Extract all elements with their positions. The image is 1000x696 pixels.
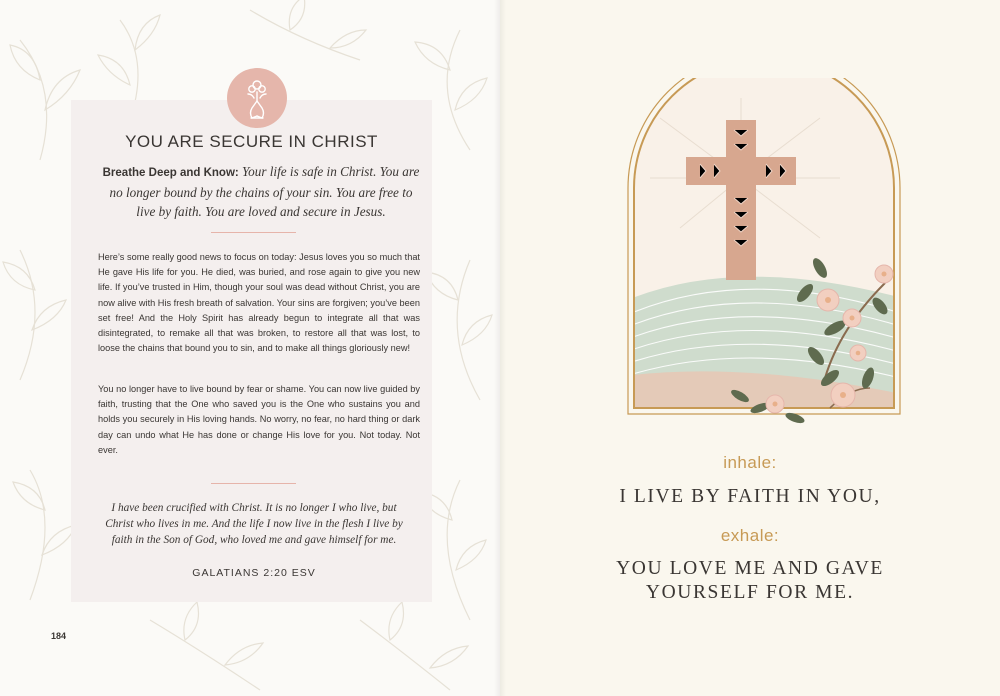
exhale-text-line-1: YOU LOVE ME AND GAVE bbox=[616, 558, 884, 579]
scripture-verse: I have been crucified with Christ. It is no longer I who live, but Christ who lives in me. And the life I now live in the flesh I live by faith in the Son of God, who loved me and gave himself for me. bbox=[105, 502, 403, 546]
praying-hands-flower-icon bbox=[227, 68, 287, 128]
exhale-text-line-2: YOURSELF FOR ME. bbox=[645, 582, 855, 603]
body-paragraph-2: You no longer have to live bound by fear or shame. You can now live guided by faith, trusting that the One who saved you is the One who sustains you and holds you securely in His loving hands. No worry, no fear, no hard thing or dark day can undo what He has done or change His love for you. Not today. Not ever. bbox=[98, 384, 420, 455]
page-number: 184 bbox=[51, 631, 67, 641]
cross-hill-flowers-illustration bbox=[620, 78, 910, 433]
exhale-text bbox=[500, 557, 1000, 605]
inhale-text: I LIVE BY FAITH IN YOU, bbox=[619, 486, 881, 507]
breathe-deep-lead bbox=[101, 162, 421, 221]
lead-text: Your life is safe in Christ. You are no longer bound by the chains of your sin. You are free to live by faith. You are loved and secure in Jesus. bbox=[109, 164, 420, 219]
divider-bottom bbox=[211, 483, 296, 484]
inhale-label: inhale: bbox=[723, 453, 777, 472]
scripture-reference: GALATIANS 2:20 ESV bbox=[192, 567, 316, 579]
lead-label: Breathe Deep and Know: bbox=[102, 167, 239, 179]
exhale-label: exhale: bbox=[720, 526, 780, 545]
body-paragraph-1: Here’s some really good news to focus on today: Jesus loves you so much that He gave His life for you. He died, was buried, and rose again to give you new life. If you’ve trusted in Him, though your soul was dead without Christ, you are now alive with His fresh breath of salvation. Your sins are forgiven; you’ve been set free! And the Holy Spirit has already begun to integrate all that was disintegrated, to remake all that was broken, to restore all that was lost, to loose the chains that bound you to sin, and to make all things gloriously new! bbox=[98, 252, 420, 354]
divider-top bbox=[211, 232, 296, 233]
devotional-title: YOU ARE SECURE IN CHRIST bbox=[125, 132, 378, 151]
